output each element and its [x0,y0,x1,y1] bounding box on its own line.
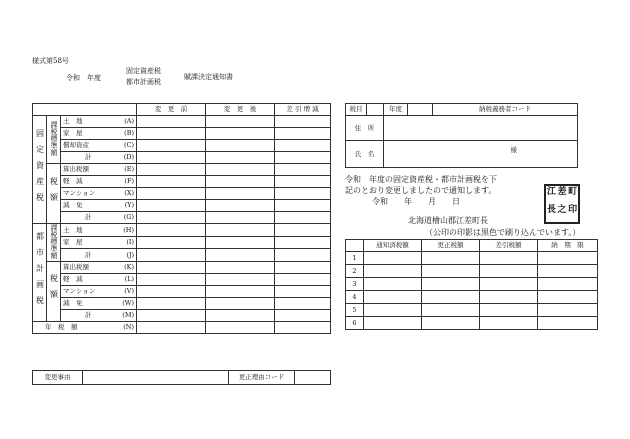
value-cell[interactable] [206,249,275,262]
notice-line-1: 令和 年度の固定資産税・都市計画税を下 [345,175,497,184]
value-cell[interactable] [206,285,275,297]
name-field[interactable] [384,141,578,168]
row-label: 減 免 [63,298,83,307]
header-corrected-tax: 更正税額 [422,240,480,252]
value-cell[interactable] [137,200,206,212]
value-cell[interactable] [480,291,538,304]
value-cell[interactable] [275,176,331,188]
seal-char: 差 [557,187,567,197]
row-code: (X) [124,189,135,198]
row-label: 土 地 [63,117,83,126]
reason-label: 変更事由 [33,371,83,385]
seal-note: （公印の印影は黒色で刷り込んでいます。） [425,228,581,237]
value-cell[interactable] [538,304,598,317]
row-code: (V) [124,286,135,295]
value-cell[interactable] [206,164,275,176]
value-cell[interactable] [137,212,206,224]
row-code: (A) [124,117,135,126]
notice-date: 令和 年 月 日 [372,197,460,206]
row-label: 算出税額 [63,262,89,271]
value-cell[interactable] [275,321,331,333]
value-cell[interactable] [137,236,206,249]
value-cell[interactable] [137,152,206,164]
value-cell[interactable] [206,297,275,309]
value-cell[interactable] [538,278,598,291]
row-code: (L) [124,274,135,283]
value-cell[interactable] [206,309,275,321]
group-taxable-standard: 課税標準額 [50,224,58,259]
year-label: 年度 [384,104,408,116]
tax-item-label: 税目 [346,104,367,116]
value-cell[interactable] [480,304,538,317]
row-label: 家 屋 [63,129,83,138]
row-label: マンション [63,286,96,295]
value-cell[interactable] [480,278,538,291]
value-cell[interactable] [206,188,275,200]
name-label: 氏 名 [346,141,384,168]
group-tax-amount: 税額 [49,274,59,307]
row-code: (M) [122,310,135,319]
value-cell[interactable] [275,140,331,152]
value-cell[interactable] [364,252,422,265]
group-taxable-standard: 課税標準額 [50,121,58,157]
value-cell[interactable] [137,321,206,333]
row-label: 償却資産 [63,141,89,150]
value-cell[interactable] [364,278,422,291]
value-cell[interactable] [275,236,331,249]
tax-item-field[interactable] [367,104,384,116]
row-label: 算出税額 [63,165,89,174]
value-cell[interactable] [275,128,331,140]
seal-char: 江 [546,187,556,197]
value-cell[interactable] [206,321,275,333]
reason-field[interactable] [83,371,229,385]
value-cell[interactable] [137,140,206,152]
reason-table [32,370,331,385]
value-cell[interactable] [275,152,331,164]
value-cell[interactable] [206,176,275,188]
row-code: (G) [123,213,135,222]
value-cell[interactable] [275,164,331,176]
header-after: 変 更 後 [206,104,275,116]
value-cell[interactable] [538,291,598,304]
value-cell[interactable] [137,128,206,140]
taxpayer-code-label: 納税義務者コード [433,104,578,116]
row-code: (I) [126,238,135,246]
value-cell[interactable] [206,261,275,273]
address-field[interactable] [384,116,578,141]
value-cell[interactable] [206,140,275,152]
row-code: (F) [124,177,135,186]
installment-number: 5 [346,304,364,317]
header-before: 変 更 前 [137,104,206,116]
value-cell[interactable] [422,265,480,278]
annual-tax-label: 年 税 額 [45,322,78,331]
page-title: 賦課決定通知書 [184,73,233,81]
address-label: 住 所 [346,116,384,141]
row-code: (K) [124,262,135,271]
row-code: (H) [123,225,135,234]
tax-name-fixed: 固定資産税 [126,67,161,75]
header-notified-tax: 通知済税額 [364,240,422,252]
schedule-table [345,239,598,330]
value-cell[interactable] [364,291,422,304]
issuer-name: 北海道檜山郡江差町長 [408,216,488,225]
value-cell[interactable] [364,265,422,278]
value-cell[interactable] [422,252,480,265]
row-label: 計 [85,310,92,319]
value-cell[interactable] [137,164,206,176]
value-cell[interactable] [275,309,331,321]
value-cell[interactable] [275,297,331,309]
seal-char: 印 [568,205,578,215]
value-cell[interactable] [137,285,206,297]
section-fixed-asset: 固定資産税 [35,128,45,209]
value-cell[interactable] [480,252,538,265]
value-cell[interactable] [137,309,206,321]
header-diff: 差 引 増 減 [275,104,331,116]
value-cell[interactable] [275,273,331,285]
value-cell[interactable] [206,152,275,164]
value-cell[interactable] [137,297,206,309]
installment-number: 4 [346,291,364,304]
row-code: (D) [123,153,135,162]
installment-number: 3 [346,278,364,291]
header-difference-tax: 差引税額 [480,240,538,252]
row-code: (B) [124,129,135,138]
row-label: 減 免 [63,201,83,210]
row-code: (W) [122,298,135,307]
installment-number: 2 [346,265,364,278]
installment-number: 1 [346,252,364,265]
value-cell[interactable] [206,116,275,128]
value-cell[interactable] [538,265,598,278]
value-cell[interactable] [364,304,422,317]
value-cell[interactable] [206,128,275,140]
seal-char: 町 [568,187,578,197]
value-cell[interactable] [422,317,480,330]
section-city-planning: 都市計画税 [35,231,45,312]
seal-char: 長 [546,205,556,215]
value-cell[interactable] [206,273,275,285]
value-cell[interactable] [422,304,480,317]
row-label: 計 [85,250,92,259]
value-cell[interactable] [480,317,538,330]
group-tax-amount: 税額 [49,176,59,209]
year-field[interactable] [408,104,433,116]
tax-change-table [32,103,331,334]
installment-number: 6 [346,317,364,330]
value-cell[interactable] [480,265,538,278]
value-cell[interactable] [137,273,206,285]
reason-code-label: 更正理由コード [229,371,295,385]
value-cell[interactable] [137,188,206,200]
form-number: 様式第58号 [32,57,69,65]
row-label: 土 地 [63,225,83,234]
row-label: 軽 減 [63,177,83,186]
value-cell[interactable] [422,278,480,291]
taxpayer-table [345,103,578,168]
row-label: 家 屋 [63,238,83,246]
row-label: 計 [85,213,92,222]
era-year: 令和 年度 [66,74,101,82]
honorific: 様 [510,146,517,154]
value-cell[interactable] [275,261,331,273]
row-code: (Y) [124,201,135,210]
tax-name-city: 都市計画税 [126,78,161,86]
notice-line-2: 記のとおり変更しましたので通知します。 [345,186,497,195]
value-cell[interactable] [206,212,275,224]
value-cell[interactable] [538,252,598,265]
value-cell[interactable] [422,291,480,304]
value-cell[interactable] [137,116,206,128]
seal-char: 之 [557,205,567,215]
value-cell[interactable] [206,236,275,249]
value-cell[interactable] [275,200,331,212]
value-cell[interactable] [275,188,331,200]
header-due-date: 納 期 限 [538,240,598,252]
reason-code-field[interactable] [295,371,331,385]
value-cell[interactable] [275,116,331,128]
value-cell[interactable] [275,212,331,224]
value-cell[interactable] [206,224,275,237]
row-code: (E) [124,165,135,174]
row-label: 軽 減 [63,274,83,283]
value-cell[interactable] [275,224,331,237]
row-label: マンション [63,189,96,198]
row-code: (C) [123,141,135,150]
value-cell[interactable] [137,249,206,262]
value-cell[interactable] [137,176,206,188]
value-cell[interactable] [137,261,206,273]
value-cell[interactable] [275,285,331,297]
official-seal-icon [544,184,580,224]
annual-tax-code: (N) [123,322,135,331]
value-cell[interactable] [364,317,422,330]
value-cell[interactable] [206,200,275,212]
value-cell[interactable] [137,224,206,237]
value-cell[interactable] [538,317,598,330]
row-label: 計 [85,153,92,162]
row-code: (J) [126,250,135,259]
value-cell[interactable] [275,249,331,262]
